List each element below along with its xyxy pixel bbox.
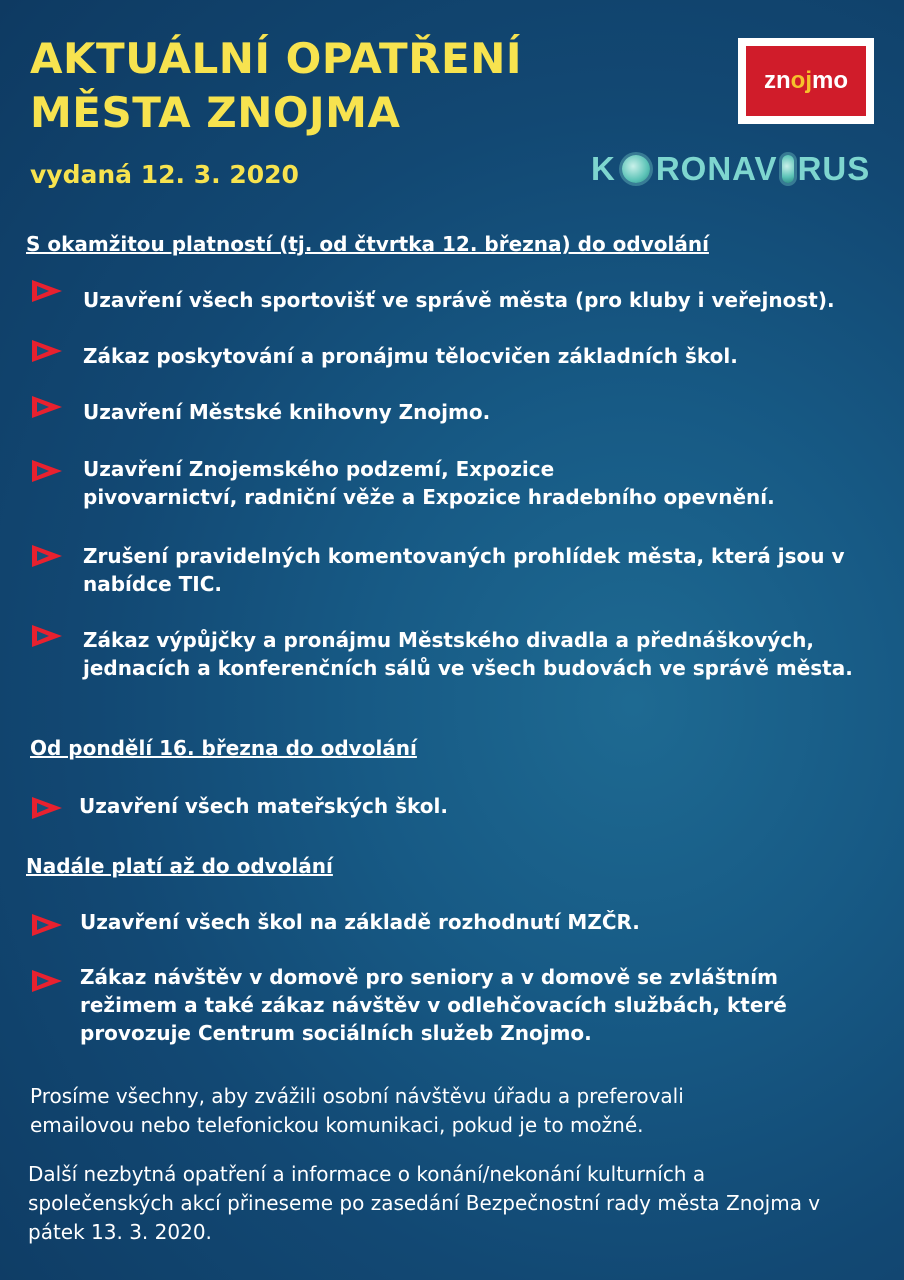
bullet-arrow-icon [32,545,62,567]
section-title-monday: Od pondělí 16. března do odvolání [30,736,417,760]
list-item: Zákaz návštěv v domově pro seniory a v domově se zvláštním režimem a také zákaz návštěv v odlehčovacích službách, které provozuje Centrum sociálních služeb Znojmo. [80,965,787,1045]
virus-icon [622,155,650,183]
bullet-arrow-icon [32,625,62,647]
list-item: Uzavření všech škol na základě rozhodnutí MZČR. [80,910,640,934]
list-item: Zákaz výpůjčky a pronájmu Městského divadla a přednáškových, jednacích a konferenčních sálů ve všech budovách ve správě města. [83,628,853,680]
koronavirus-part-1: K [591,150,616,187]
issued-date: vydaná 12. 3. 2020 [30,160,299,189]
title-line-2: MĚSTA ZNOJMA [30,88,401,137]
bullet-arrow-icon [32,797,62,819]
virus-i-icon [782,155,794,183]
list-item: Uzavření všech sportovišť ve správě města (pro kluby i veřejnost). [83,288,835,312]
bullet-arrow-icon [32,914,62,936]
note-further-info: Další nezbytná opatření a informace o konání/nekonání kulturních a společenských akcí přineseme po zasedání Bezpečnostní rady města Znojma v pátek 13. 3. 2020. [28,1162,821,1244]
znojmo-logo [738,38,874,124]
section-title-immediate: S okamžitou platností (tj. od čtvrtka 12. března) do odvolání [26,232,709,256]
bullet-arrow-icon [32,970,62,992]
bullet-arrow-icon [32,280,62,302]
bullet-arrow-icon [32,460,62,482]
koronavirus-part-2: RONAV [655,150,778,187]
list-item: Uzavření Městské knihovny Znojmo. [83,400,491,424]
list-item: Zrušení pravidelných komentovaných prohlídek města, která jsou v nabídce TIC. [83,544,845,596]
title-line-1: AKTUÁLNÍ OPATŘENÍ [30,34,523,83]
koronavirus-wordmark [591,150,870,188]
list-item: Uzavření Znojemského podzemí, Expozice pivovarnictví, radniční věže a Expozice hradebního opevnění. [83,457,775,509]
section-title-continuing: Nadále platí až do odvolání [26,854,333,878]
list-item: Uzavření všech mateřských škol. [79,794,448,818]
logo-text-post: mo [812,67,848,94]
list-item: Zákaz poskytování a pronájmu tělocvičen základních škol. [83,344,738,368]
logo-text-mid: oj [790,67,812,94]
logo-text-pre: zn [764,67,791,94]
page-title [30,32,522,140]
bullet-arrow-icon [32,340,62,362]
koronavirus-part-3: RUS [797,150,871,187]
bullet-arrow-icon [32,396,62,418]
note-contact: Prosíme všechny, aby zvážili osobní návštěvu úřadu a preferovali emailovou nebo telefonickou komunikaci, pokud je to možné. [30,1084,684,1137]
logo-box [746,46,866,116]
